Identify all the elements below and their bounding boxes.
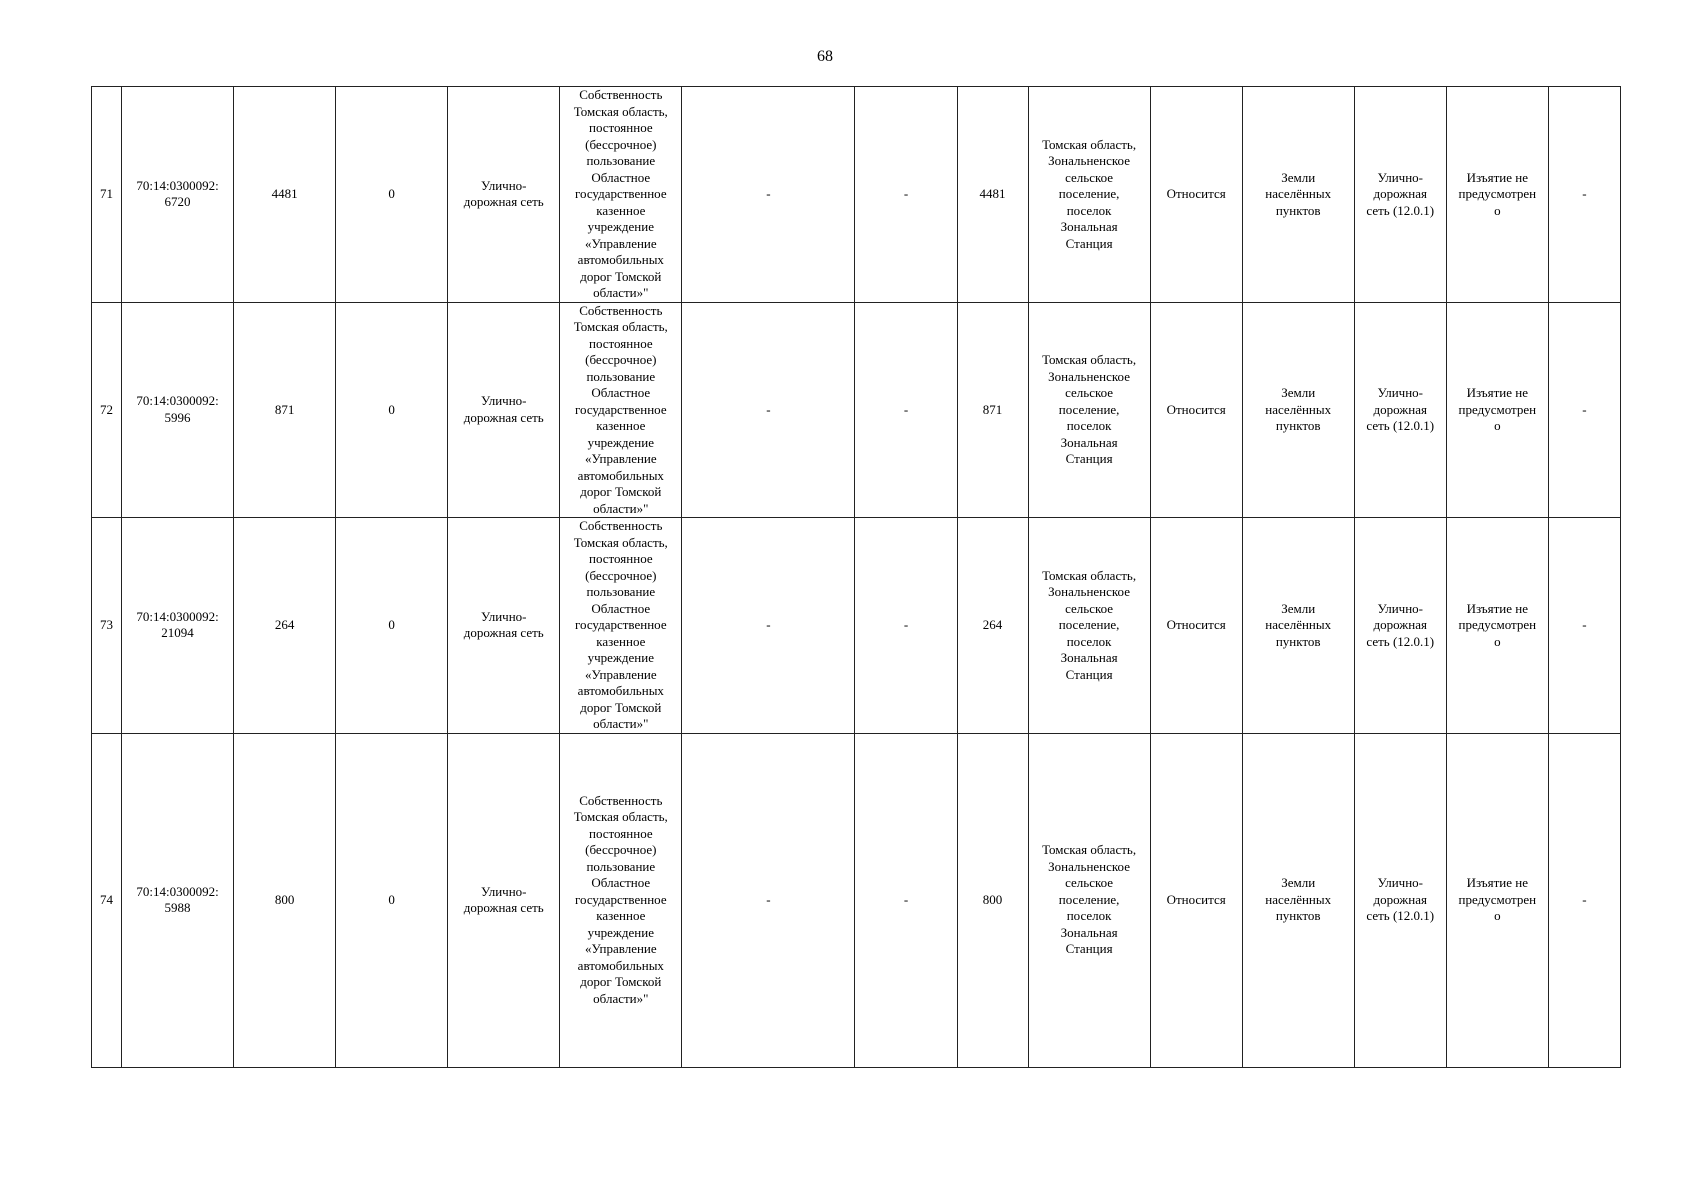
- table-row: [92, 733, 1621, 1067]
- cadastral-number-cell: 70:14:0300092: 21094: [122, 518, 234, 734]
- dash-cell: -: [855, 302, 957, 518]
- seizure-cell: Изъятие не предусмотрен о: [1446, 302, 1548, 518]
- area-cell: 264: [234, 518, 336, 734]
- land-category-cell: Земли населённых пунктов: [1242, 302, 1354, 518]
- land-plots-table: [91, 86, 1621, 1068]
- dash-cell: -: [1548, 733, 1620, 1067]
- relation-cell: Относится: [1150, 302, 1242, 518]
- cadastral-number-cell: 70:14:0300092: 6720: [122, 87, 234, 303]
- dash-cell: -: [1548, 518, 1620, 734]
- owner-cell: Собственность Томская область, постоянное (бессрочное) пользование Областное государственное казенное учреждение «Управление автомобильных дорог Томской области»": [560, 87, 682, 303]
- purpose-cell: Улично- дорожная сеть: [448, 87, 560, 303]
- page-number: 68: [817, 48, 833, 65]
- dash-cell: -: [1548, 302, 1620, 518]
- permitted-use-cell: Улично- дорожная сеть (12.0.1): [1354, 302, 1446, 518]
- table-row: [92, 87, 1621, 303]
- row-number-cell: 74: [92, 733, 122, 1067]
- location-cell: Томская область, Зональненское сельское поселение, поселок Зональная Станция: [1028, 733, 1150, 1067]
- land-category-cell: Земли населённых пунктов: [1242, 518, 1354, 734]
- permitted-use-cell: Улично- дорожная сеть (12.0.1): [1354, 733, 1446, 1067]
- dash-cell: -: [682, 518, 855, 734]
- value-cell: 0: [336, 518, 448, 734]
- owner-cell: Собственность Томская область, постоянное (бессрочное) пользование Областное государственное казенное учреждение «Управление автомобильных дорог Томской области»": [560, 733, 682, 1067]
- area-total-cell: 871: [957, 302, 1028, 518]
- seizure-cell: Изъятие не предусмотрен о: [1446, 87, 1548, 303]
- owner-cell: Собственность Томская область, постоянное (бессрочное) пользование Областное государственное казенное учреждение «Управление автомобильных дорог Томской области»": [560, 302, 682, 518]
- table-row: [92, 518, 1621, 734]
- purpose-cell: Улично- дорожная сеть: [448, 733, 560, 1067]
- relation-cell: Относится: [1150, 518, 1242, 734]
- dash-cell: -: [855, 87, 957, 303]
- land-category-cell: Земли населённых пунктов: [1242, 733, 1354, 1067]
- table-row: [92, 302, 1621, 518]
- row-number-cell: 72: [92, 302, 122, 518]
- dash-cell: -: [682, 733, 855, 1067]
- value-cell: 0: [336, 87, 448, 303]
- dash-cell: -: [855, 518, 957, 734]
- area-cell: 4481: [234, 87, 336, 303]
- value-cell: 0: [336, 733, 448, 1067]
- value-cell: 0: [336, 302, 448, 518]
- purpose-cell: Улично- дорожная сеть: [448, 302, 560, 518]
- relation-cell: Относится: [1150, 733, 1242, 1067]
- seizure-cell: Изъятие не предусмотрен о: [1446, 733, 1548, 1067]
- area-cell: 800: [234, 733, 336, 1067]
- relation-cell: Относится: [1150, 87, 1242, 303]
- row-number-cell: 71: [92, 87, 122, 303]
- permitted-use-cell: Улично- дорожная сеть (12.0.1): [1354, 518, 1446, 734]
- location-cell: Томская область, Зональненское сельское поселение, поселок Зональная Станция: [1028, 302, 1150, 518]
- land-category-cell: Земли населённых пунктов: [1242, 87, 1354, 303]
- dash-cell: -: [1548, 87, 1620, 303]
- location-cell: Томская область, Зональненское сельское поселение, поселок Зональная Станция: [1028, 87, 1150, 303]
- seizure-cell: Изъятие не предусмотрен о: [1446, 518, 1548, 734]
- location-cell: Томская область, Зональненское сельское поселение, поселок Зональная Станция: [1028, 518, 1150, 734]
- dash-cell: -: [682, 87, 855, 303]
- dash-cell: -: [855, 733, 957, 1067]
- area-total-cell: 800: [957, 733, 1028, 1067]
- row-number-cell: 73: [92, 518, 122, 734]
- dash-cell: -: [682, 302, 855, 518]
- cadastral-number-cell: 70:14:0300092: 5996: [122, 302, 234, 518]
- cadastral-number-cell: 70:14:0300092: 5988: [122, 733, 234, 1067]
- area-total-cell: 4481: [957, 87, 1028, 303]
- area-total-cell: 264: [957, 518, 1028, 734]
- owner-cell: Собственность Томская область, постоянное (бессрочное) пользование Областное государственное казенное учреждение «Управление автомобильных дорог Томской области»": [560, 518, 682, 734]
- purpose-cell: Улично- дорожная сеть: [448, 518, 560, 734]
- permitted-use-cell: Улично- дорожная сеть (12.0.1): [1354, 87, 1446, 303]
- area-cell: 871: [234, 302, 336, 518]
